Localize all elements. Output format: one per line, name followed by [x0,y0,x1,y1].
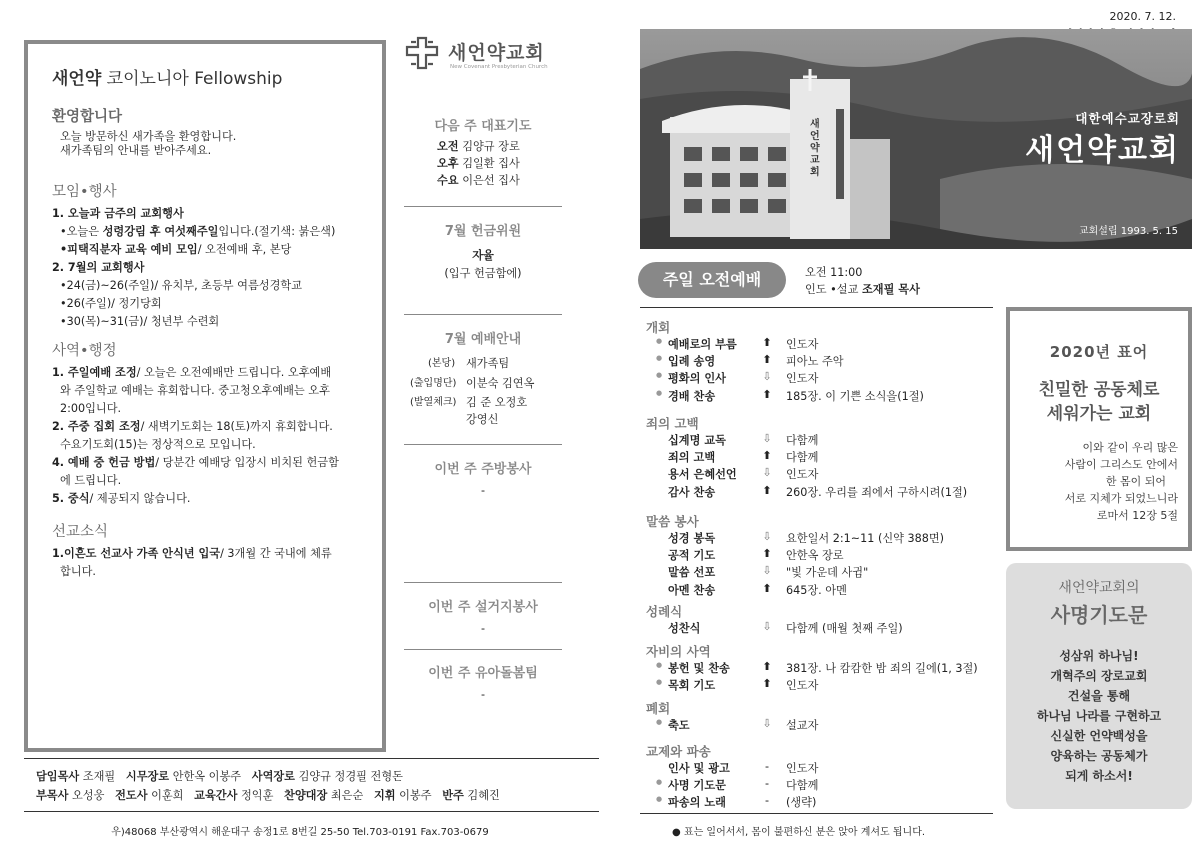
divider [640,813,993,814]
order-item-name: 파송의 노래 [668,796,726,810]
church-logo [405,36,565,76]
mission-heading: 선교소식 [52,524,109,540]
motto-line: 세워가는 교회 [1046,404,1152,424]
order-item-desc: 260장. 우리를 죄에서 구하시려(1절) [786,485,968,499]
order-group-heading: 죄의 고백 [646,416,699,431]
offering-note: (입구 헌금함에) [444,267,522,280]
order-item-desc: "빛 가운데 사귐" [786,566,869,580]
order-item-name: 공적 기도 [668,549,716,563]
order-group-heading: 말씀 봉사 [646,514,699,529]
stand-marker-icon: ● [656,718,663,726]
order-item-desc: 인도자 [786,679,819,693]
admin-item: 4. 예배 중 헌금 방법/ 당분간 예배당 입장시 비치된 헌금함 [52,456,339,469]
kitchen-value: - [480,484,486,497]
sit-arrow-icon: ⇩ [762,466,772,480]
logo-name: 새언약교회 [448,42,545,64]
order-item-desc: 다함께 [786,779,819,793]
divider [404,582,562,583]
order-item-name: 축도 [668,719,690,732]
sit-arrow-icon: ⇩ [762,370,772,384]
mission-prayer-line: 개혁주의 장로교회 [1050,669,1148,683]
stand-marker-icon: ● [656,354,663,363]
stand-marker-icon: ● [656,661,663,669]
offering-heading: 7월 헌금위원 [444,224,522,239]
stand-marker-icon: ● [656,778,663,787]
order-group-heading: 폐회 [646,701,671,716]
worship-guide-value: 강영신 [466,413,499,426]
next-prayer-row: 오전 김양규 장로 [437,140,520,153]
service-time: 오전 11:00 [805,266,863,279]
motto-line: 친밀한 공동체로 [1038,380,1160,400]
mission-prayer-line: 되게 하소서! [1065,769,1133,783]
admin-item: 1. 주일예배 조정/ 오늘은 오전예배만 드립니다. 오후예배 [52,366,332,379]
worship-title-badge: 주일 오전예배 [638,262,786,298]
divider [404,314,562,315]
photo-building-sign: 새언약교회 [810,119,820,178]
events-item: 1. 오늘과 금주의 교회행사 [52,207,184,220]
admin-item: 에 드립니다. [60,474,122,487]
events-item: •30(목)~31(금)/ 청년부 수련회 [60,315,220,328]
logo-subtitle: New Covenant Presbyterian Church [450,64,548,70]
dash-icon: - [764,777,770,791]
order-item-desc: 인도자 [786,338,819,351]
order-item-name: 예배로의 부름 [668,338,737,351]
mission-prayer-line: 신실한 언약백성을 [1050,729,1148,743]
mission-prayer-line: 성삼위 하나님! [1059,649,1139,663]
order-group-heading: 자비의 사역 [646,644,711,659]
service-leader: 인도 •설교 조재필 목사 [805,283,920,296]
admin-item: 와 주일학교 예배는 휴회합니다. 중고청오후예배는 오후 [60,384,330,397]
order-item-name: 성경 봉독 [668,532,716,545]
church-address: 우)48068 부산광역시 해운대구 송정1로 8번길 25-50 Tel.703-0191 Fax.703-0679 [111,827,489,838]
order-item-name: 경배 찬송 [668,389,716,403]
worship-guide-value: 김 준 오정호 [466,396,528,409]
order-item-desc: 185장. 이 기쁜 소식을(1절) [786,389,924,403]
welcome-heading: 환영합니다 [52,109,123,125]
mission-prayer-line: 하나님 나라를 구현하고 [1036,709,1162,723]
admin-heading: 사역•행정 [52,343,117,359]
sit-arrow-icon: ⇩ [762,620,772,633]
order-item-name: 사명 기도문 [668,779,726,793]
events-item: •피택직분자 교육 예비 모임/ 오전예배 후, 본당 [60,243,292,256]
mission-prayer-panel [1006,563,1192,809]
worship-guide-label: (본당) [428,358,456,369]
church-photo [640,29,1192,249]
mission-item: 1.이흔도 선교사 가족 안식년 입국/ 3개월 간 국내에 체류 [52,547,332,560]
stand-marker-icon: ● [656,388,663,397]
order-item-name: 입례 송영 [668,355,716,369]
stand-arrow-icon: ⬆ [762,336,772,349]
order-item-name: 말씀 선포 [668,566,716,580]
motto-year: 2020년 표어 [1049,343,1149,361]
stand-arrow-icon: ⬆ [762,581,772,595]
order-item-desc: 다함께 [786,434,819,447]
kitchen-heading: 이번 주 주방봉사 [434,462,532,477]
order-group-heading: 개회 [646,320,671,335]
order-item-name: 평화의 인사 [668,372,726,386]
order-group-heading: 성례식 [646,604,683,619]
sit-arrow-icon: ⇩ [762,564,772,578]
events-heading: 모임•행사 [52,184,117,200]
nursery-value: - [480,688,486,701]
motto-verse: 이와 같이 우리 많은 [1082,441,1178,454]
worship-guide-value: 이분숙 김연옥 [466,377,535,390]
stand-arrow-icon: ⬆ [762,677,772,691]
stand-marker-icon: ● [656,337,663,345]
order-item-name: 봉헌 및 찬송 [668,662,730,675]
admin-item: 2. 주중 집회 조정/ 새벽기도회는 18(토)까지 휴회합니다. [52,420,333,433]
motto-verse: 사람이 그리스도 안에서 [1064,458,1178,471]
mission-prayer-title: 사명기도문 [1050,603,1148,627]
footnote: ● 표는 일어서서, 몸이 불편하신 분은 앉아 계셔도 됩니다. [672,827,926,838]
motto-verse-ref: 로마서 12장 5절 [1096,509,1178,522]
divider [24,758,599,759]
order-item-name: 십계명 교독 [668,434,726,447]
order-item-desc: 요한일서 2:1~11 (신약 388면) [786,532,945,545]
worship-guide-heading: 7월 예배안내 [444,332,522,347]
dash-icon: - [764,794,770,808]
next-prayer-row: 오후 김일환 집사 [437,157,520,170]
order-item-name: 인사 및 광고 [668,762,730,775]
stand-arrow-icon: ⬆ [762,353,772,367]
order-item-desc: 인도자 [786,372,819,386]
admin-item: 2:00입니다. [60,402,122,415]
bulletin-date: 2020. 7. 12. [1109,10,1176,23]
events-item: •오늘은 성령강림 후 여섯째주일입니다.(절기색: 붉은색) [60,225,336,238]
stand-marker-icon: ● [656,371,663,380]
dash-icon: - [764,760,770,773]
stand-marker-icon: ● [656,678,663,687]
order-item-desc: 설교자 [786,719,819,732]
stand-arrow-icon: ⬆ [762,547,772,561]
fellowship-panel [24,40,386,752]
welcome-line: 새가족팀의 안내를 받아주세요. [60,144,212,157]
mission-prayer-line: 건설을 통해 [1067,689,1131,703]
events-item: 2. 7월의 교회행사 [52,261,145,274]
stand-arrow-icon: ⬆ [762,387,772,401]
next-prayer-heading: 다음 주 대표기도 [434,119,532,134]
cross-logo-icon [405,36,439,70]
order-group-heading: 교제와 파송 [646,744,711,759]
motto-verse: 한 몸이 되어 [1105,475,1166,488]
offering-main: 자율 [472,249,494,262]
order-item-name: 아멘 찬송 [668,583,716,597]
order-item-desc: 인도자 [786,762,819,775]
divider [404,444,562,445]
divider [404,649,562,650]
stand-arrow-icon: ⬆ [762,660,772,673]
staff-row: 부목사 오성웅 전도사 이훈희 교육간사 정익훈 찬양대장 최은순 지휘 이봉주 반주 김혜진 [36,789,500,802]
worship-guide-value: 새가족팀 [466,357,510,370]
admin-item: 5. 중식/ 제공되지 않습니다. [52,492,191,505]
order-item-name: 용서 은혜선언 [668,468,737,482]
sit-arrow-icon: ⇩ [762,530,772,543]
fellowship-title: 새언약 코이노니아 Fellowship [52,69,283,89]
mission-prayer-line: 양육하는 공동체가 [1050,749,1148,763]
order-item-desc: (생략) [786,796,817,810]
divider [24,811,599,812]
events-item: •26(주일)/ 정기당회 [60,297,162,310]
sit-arrow-icon: ⇩ [762,432,772,445]
order-item-desc: 다함께 [786,451,819,465]
photo-denomination: 대한예수교장로회 [1075,111,1180,126]
divider [640,307,993,308]
worship-guide-label: (출입명단) [410,378,457,389]
order-item-desc: 다함께 (매월 첫째 주일) [786,622,903,635]
order-item-name: 죄의 고백 [668,451,716,465]
stand-arrow-icon: ⬆ [762,483,772,497]
order-item-name: 성찬식 [668,622,701,635]
mission-prayer-sub: 새언약교회의 [1058,580,1140,596]
worship-guide-label: (발열체크) [410,397,457,408]
nursery-heading: 이번 주 유아돌봄팀 [428,666,538,681]
next-prayer-row: 수요 이은선 집사 [437,174,520,187]
dishes-value: - [480,622,486,635]
stand-marker-icon: ● [656,795,663,804]
staff-row: 담임목사 조재필 시무장로 안한옥 이봉주 사역장로 김양규 정경필 전형돈 [36,770,403,783]
order-item-name: 목회 기도 [668,679,716,693]
motto-verse: 서로 지체가 되었느니라 [1064,492,1178,505]
mission-item: 합니다. [60,565,96,578]
photo-church-name: 새언약교회 [1025,133,1180,168]
order-item-name: 감사 찬송 [668,485,716,499]
order-item-desc: 645장. 아멘 [786,583,847,597]
dishes-heading: 이번 주 설거지봉사 [428,600,538,615]
order-item-desc: 381장. 나 캄캄한 밤 죄의 길에(1, 3절) [786,662,978,675]
divider [404,206,562,207]
motto-panel [1006,307,1192,551]
stand-arrow-icon: ⬆ [762,449,772,463]
order-item-desc: 인도자 [786,468,819,482]
sit-arrow-icon: ⇩ [762,717,772,730]
photo-founded: 교회설립 1993. 5. 15 [1078,226,1178,237]
order-item-desc: 안한옥 장로 [786,549,844,563]
admin-item: 수요기도회(15)는 정상적으로 모입니다. [60,438,256,451]
events-item: •24(금)~26(주일)/ 유치부, 초등부 여름성경학교 [60,279,303,292]
order-item-desc: 피아노 주악 [786,355,844,369]
welcome-line: 오늘 방문하신 새가족을 환영합니다. [60,130,237,143]
